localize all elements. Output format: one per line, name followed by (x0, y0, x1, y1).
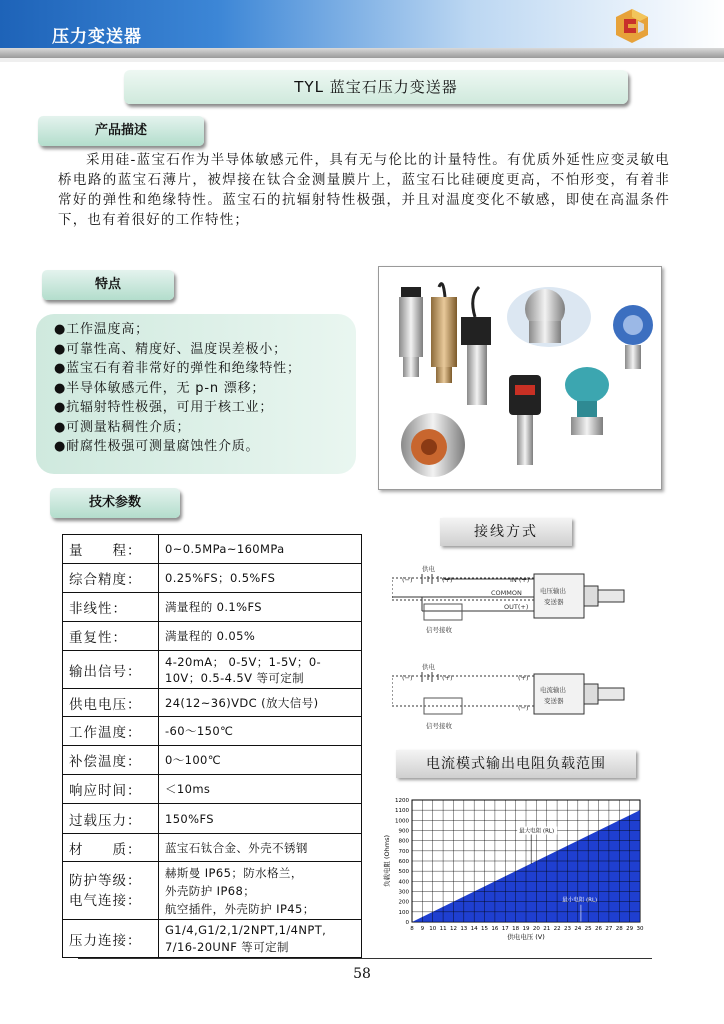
out-plus-label: OUT(+) (504, 603, 529, 611)
x-tick-label: 28 (615, 926, 623, 932)
feature-item: ●可靠性高、精度好、温度误差极小； (54, 341, 287, 357)
transmitter-photos-illustration (379, 267, 663, 491)
feature-item: ●工作温度高； (54, 322, 149, 337)
voltage-wiring-diagram (392, 560, 648, 640)
header-divider (0, 48, 724, 58)
y-tick-label: 200 (398, 899, 409, 906)
table-row (63, 746, 362, 775)
feature-item: ●蓝宝石有着非常好的弹性和绝缘特性； (54, 361, 301, 376)
spec-value: 满量程的 0.1%FS (159, 593, 362, 622)
spec-value: ＜10ms (159, 775, 362, 804)
current-wiring-diagram (392, 656, 648, 736)
x-tick-label: 9 (420, 926, 425, 932)
x-tick-label: 20 (532, 926, 540, 932)
x-tick-label: 21 (543, 926, 551, 932)
feature-item: ●半导体敏感元件，无 p-n 漂移； (54, 380, 266, 396)
plus-label: (+) (442, 674, 453, 682)
table-row (63, 920, 362, 958)
device-label-line2: 变送器 (544, 598, 564, 606)
table-row (63, 804, 362, 834)
device-label-line1: 电流输出 (540, 686, 566, 694)
spec-value: 4-20mA； 0-5V；1-5V；0-10V；0.5-4.5V 等可定制 (159, 651, 362, 689)
x-tick-label: 17 (501, 926, 509, 932)
wiring-title: 接线方式 (440, 518, 572, 546)
table-row (63, 593, 362, 622)
y-tick-label: 600 (398, 859, 409, 865)
spec-key: 供电电压： (63, 689, 159, 717)
y-tick-label: 1100 (395, 808, 409, 815)
y-tick-label: 900 (398, 828, 409, 835)
spec-key: 防护等级： 电气连接： (63, 862, 159, 920)
spec-key: 重复性： (63, 622, 159, 651)
spec-key: 过载压力： (63, 804, 159, 834)
x-tick-label: 24 (574, 926, 582, 932)
spec-value: -60～150℃ (159, 717, 362, 746)
table-row (63, 862, 362, 920)
x-tick-label: 12 (449, 926, 457, 932)
company-logo (612, 8, 652, 44)
spec-key: 材 质： (63, 834, 159, 862)
spec-value: G1/4,G1/2,1/2NPT,1/4NPT, 7/16-20UNF 等可定制 (159, 920, 362, 958)
x-tick-label: 8 (410, 926, 414, 932)
feature-item: ●可测量粘稠性介质； (54, 419, 191, 435)
x-tick-label: 25 (584, 926, 592, 932)
x-tick-label: 27 (605, 926, 613, 932)
x-tick-label: 16 (491, 926, 499, 932)
max-resistance-annotation: 最大电阻 (RL) (519, 828, 555, 835)
table-row (63, 622, 362, 651)
power-label: 供电 (422, 565, 435, 573)
description-text: 采用硅-蓝宝石作为半导体敏感元件，具有无与伦比的计量特性。有优质外延性应变灵敏电桥电路的蓝宝石薄片，被焊接在钛合金测量膜片上，蓝宝石比硅硬度更高，不怕形变，有着非常好的弹性和绝缘特性。蓝宝石的抗辐射特性极强，并且对温度变化不敏感，即使在高温条件下，也有着很好的工作特性； (58, 152, 670, 228)
x-tick-label: 13 (460, 926, 468, 932)
x-tick-label: 26 (595, 926, 603, 932)
minus2-label: (−) (518, 704, 529, 712)
section-title: 压力变送器 (52, 27, 142, 47)
min-resistance-annotation: 最小电阻 (RL) (562, 897, 598, 904)
table-row (63, 775, 362, 804)
y-tick-label: 400 (398, 879, 409, 886)
feature-item: ●抗辐射特性极强，可用于核工业； (54, 400, 274, 415)
y-tick-label: 1200 (395, 798, 409, 804)
x-axis-label: 供电电压 (V) (507, 933, 545, 941)
load-resistance-chart (380, 790, 650, 950)
spec-value: 0~0.5MPa~160MPa (159, 535, 362, 564)
spec-key: 补偿温度： (63, 746, 159, 775)
x-tick-label: 30 (636, 926, 644, 932)
page-number: 58 (353, 966, 371, 982)
plus2-label: (+) (518, 674, 529, 682)
spec-table (62, 534, 362, 958)
spec-value: 赫斯曼 IP65；防水格兰， 外壳防护 IP68； 航空插件，外壳防护 IP45； (159, 862, 362, 920)
x-tick-label: 18 (512, 926, 520, 932)
spec-value: 满量程的 0.05% (159, 622, 362, 651)
minus-label: (−) (402, 576, 413, 584)
table-row (63, 651, 362, 689)
spec-key: 量 程： (63, 535, 159, 564)
product-title: TYL 蓝宝石压力变送器 (124, 70, 628, 104)
feature-item: ●耐腐性极强可测量腐蚀性介质。 (54, 439, 260, 454)
header-divider-light (0, 58, 724, 62)
x-tick-label: 10 (429, 926, 437, 932)
device-label-line1: 电压输出 (540, 587, 566, 595)
y-tick-label: 700 (398, 848, 409, 855)
y-tick-label: 300 (398, 889, 409, 896)
minus-label: (−) (402, 674, 413, 682)
spec-value: 150%FS (159, 804, 362, 834)
x-tick-label: 22 (553, 926, 561, 932)
y-tick-label: 0 (405, 920, 409, 926)
spec-key: 压力连接： (63, 920, 159, 958)
y-tick-label: 500 (398, 869, 409, 876)
specs-label: 技术参数 (50, 488, 180, 518)
table-row (63, 689, 362, 717)
spec-key: 响应时间： (63, 775, 159, 804)
table-row (63, 535, 362, 564)
spec-key: 综合精度： (63, 564, 159, 593)
x-tick-label: 15 (481, 926, 489, 932)
receiver-label: 信号接收 (426, 626, 452, 634)
description-label: 产品描述 (38, 116, 204, 146)
table-row (63, 717, 362, 746)
table-row (63, 564, 362, 593)
features-label: 特点 (42, 270, 174, 300)
y-tick-label: 100 (398, 909, 409, 916)
x-tick-label: 29 (626, 926, 634, 932)
spec-value: 24(12~36)VDC (放大信号) (159, 689, 362, 717)
x-tick-label: 23 (563, 926, 571, 932)
y-tick-label: 800 (398, 838, 409, 845)
y-tick-label: 1000 (395, 818, 409, 825)
in-plus-label: IN (+) (510, 576, 530, 584)
spec-value: 蓝宝石钛合金、外壳不锈钢 (159, 834, 362, 862)
table-row (63, 834, 362, 862)
device-label-line2: 变送器 (544, 697, 564, 705)
x-tick-label: 19 (522, 926, 530, 932)
spec-key: 非线性： (63, 593, 159, 622)
spec-value: 0.25%FS；0.5%FS (159, 564, 362, 593)
y-axis-label: 负载电阻 (Ohms) (383, 834, 391, 888)
features-list (36, 314, 356, 474)
product-photo (378, 266, 662, 490)
spec-key: 工作温度： (63, 717, 159, 746)
spec-value: 0～100℃ (159, 746, 362, 775)
receiver-label: 信号接收 (426, 722, 452, 730)
load-chart-title: 电流模式输出电阻负载范围 (396, 750, 636, 778)
x-tick-label: 11 (439, 926, 447, 932)
x-tick-label: 14 (470, 926, 478, 932)
power-label: 供电 (422, 663, 435, 671)
footer-divider (78, 958, 652, 959)
plus-label: (+) (442, 576, 453, 584)
spec-key: 输出信号： (63, 651, 159, 689)
common-label: COMMON (491, 589, 522, 597)
